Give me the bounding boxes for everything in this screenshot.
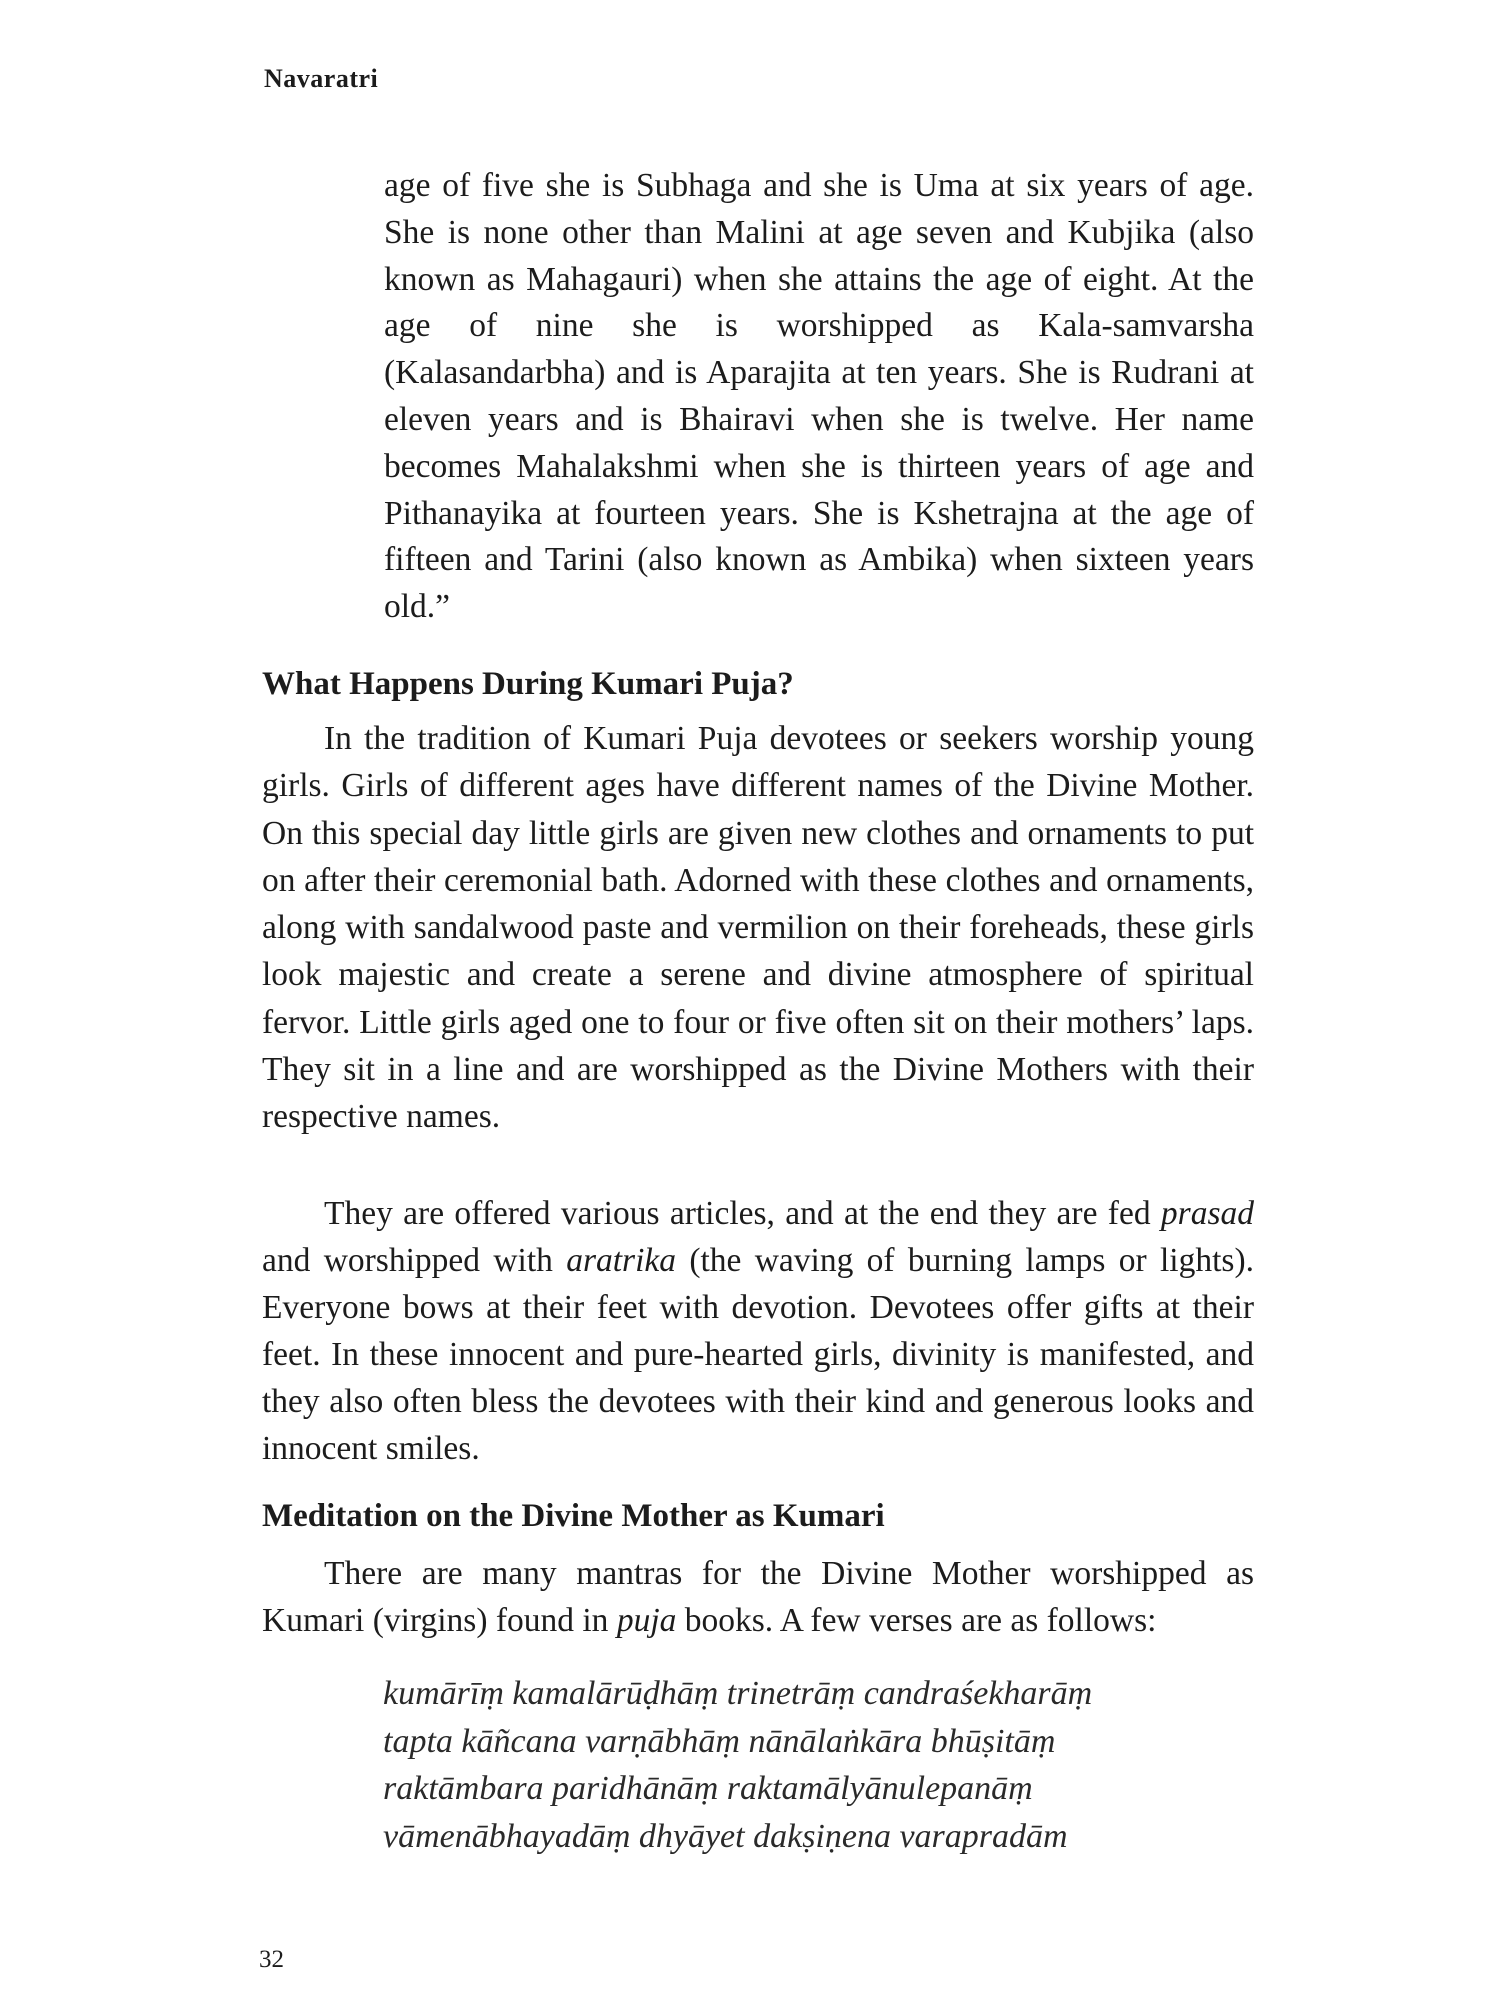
paragraph-text: books. A few verses are as follows: — [676, 1602, 1157, 1639]
quote-paragraph: age of five she is Subhaga and she is Uma at six years of age. She is none other than Malini at age seven and Kubjika (also known as Mahagauri) when she attains the age of eight. At the age of nine she is worshipped as Kala-samvarsha (Kalasandarbha) and is Aparajita at ten years. She is Rudrani at eleven years and is Bhairavi when she is twelve. Her name becomes Mahalakshmi when she is thirteen years of age and Pithanayika at fourteen years. She is Kshetrajna at the age of fifteen and Tarini (also known as Ambika) when sixteen years old.” — [384, 167, 1254, 626]
paragraph-text: (the waving of burning lamps or lights). Everyone bows at their feet with devotion. Devotees offer gifts at their feet. In these innocent and pure-hearted girls, divinity is manifested, and they also often bless the devotees with their kind and generous looks and innocent smiles. — [262, 1242, 1254, 1467]
section1-paragraph-1-block — [262, 715, 1254, 1141]
section1-paragraph-1: In the tradition of Kumari Puja devotees or seekers worship young girls. Girls of different ages have different names of the Divine Mother. On this special day little girls are given new clothes and ornaments to put on after their ceremonial bath. Adorned with these clothes and ornaments, along with sandalwood paste and vermilion on their foreheads, these girls look majestic and create a serene and divine atmosphere of spiritual fervor. Little girls aged one to four or five often sit on their mothers’ laps. They sit in a line and are worshipped as the Divine Mothers with their respective names. — [262, 720, 1254, 1136]
section-heading-meditation: Meditation on the Divine Mother as Kumari — [262, 1498, 885, 1534]
term-puja: puja — [616, 1602, 677, 1639]
section1-paragraph-2 — [262, 1190, 1254, 1472]
term-aratrika: aratrika — [566, 1242, 677, 1279]
verse-line: vāmenābhayadāṃ dhyāyet dakṣiṇena varapradām — [383, 1817, 1068, 1855]
paragraph-text: There are many mantras for the Divine Mother worshipped as Kumari (virgins) found in — [262, 1555, 1254, 1639]
page-number: 32 — [259, 1946, 284, 1973]
running-header-title: Navaratri — [264, 64, 379, 93]
sanskrit-verse — [383, 1670, 1263, 1860]
section1-paragraph-2-block — [262, 1190, 1254, 1472]
verse-line: kumārīṃ kamalārūḍhāṃ trinetrāṃ candraśekharāṃ — [383, 1675, 1093, 1712]
section2-paragraph-1-block — [262, 1550, 1254, 1644]
verse-line: tapta kāñcana varṇābhāṃ nānālaṅkāra bhūṣitāṃ — [383, 1722, 1056, 1760]
paragraph-text: They are offered various articles, and at the end they are fed — [324, 1195, 1161, 1232]
paragraph-text: and worshipped with — [262, 1242, 567, 1279]
quoted-passage — [384, 163, 1254, 631]
verse-line: raktāmbara paridhānāṃ raktamālyānulepanāṃ — [383, 1770, 1033, 1807]
term-prasad: prasad — [1160, 1195, 1254, 1232]
section-heading-kumari-puja: What Happens During Kumari Puja? — [262, 666, 794, 702]
section2-paragraph-1 — [262, 1550, 1254, 1644]
